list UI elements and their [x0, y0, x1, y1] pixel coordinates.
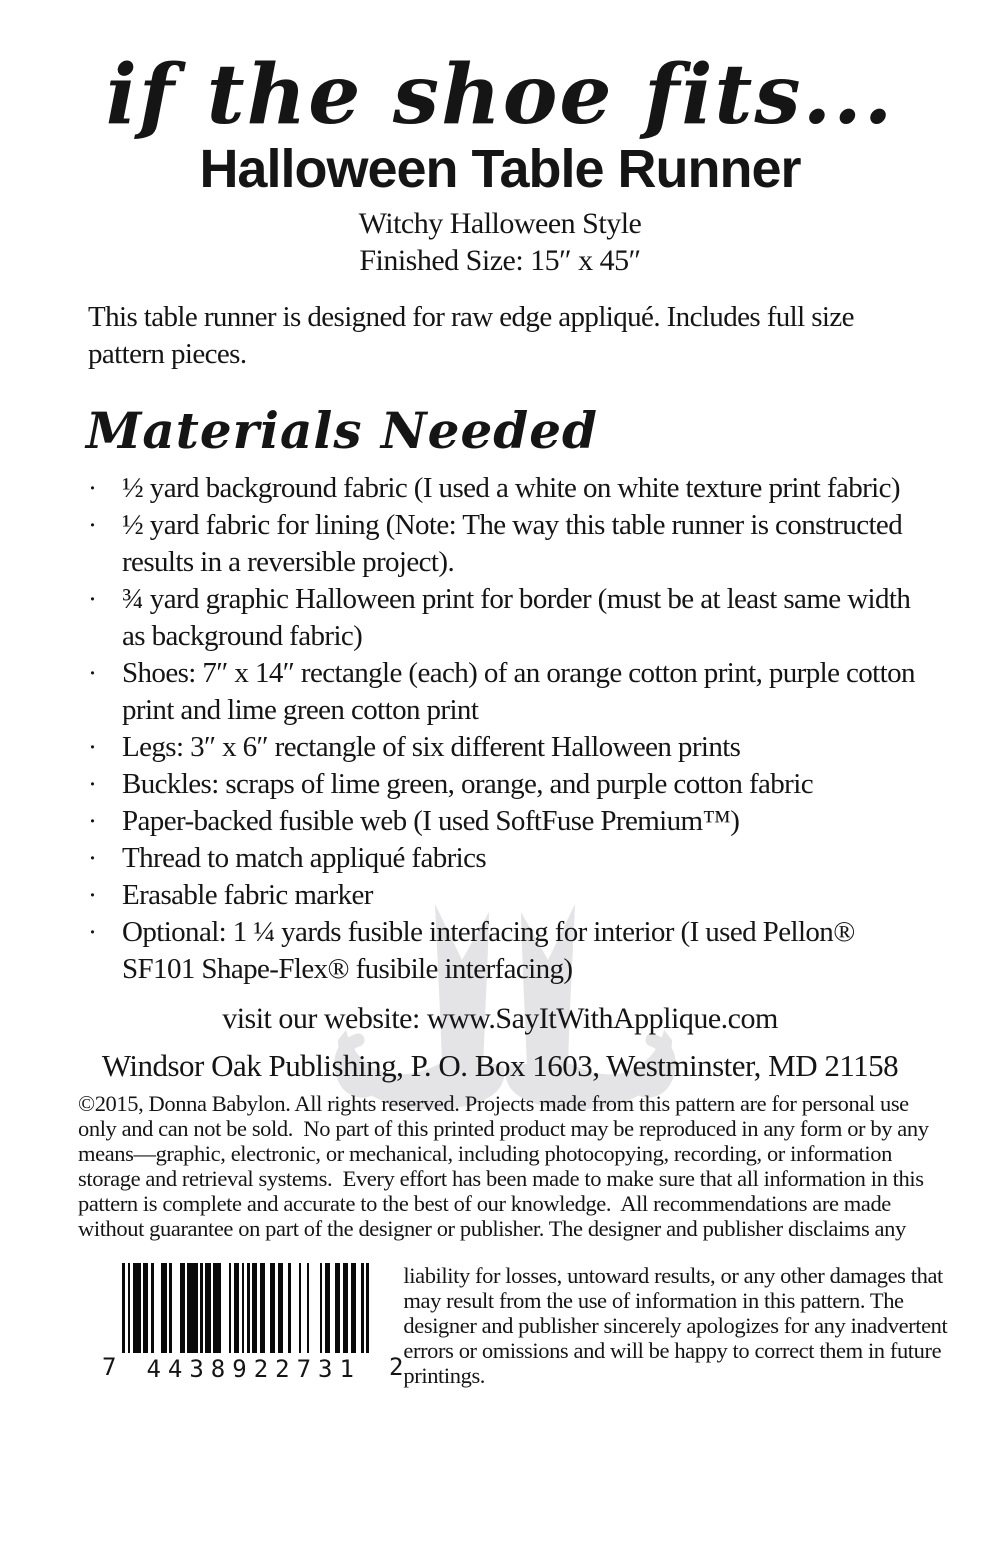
upc-barcode — [102, 1263, 404, 1384]
materials-heading: Materials Needed — [86, 401, 598, 461]
bullet-dot: · — [88, 472, 97, 503]
script-title: if the shoe fits... — [105, 47, 895, 143]
materials-item-text: ¾ yard graphic Halloween print for border (must be at least same width as background fabric) — [122, 582, 911, 652]
barcode-numbers — [122, 1353, 381, 1384]
materials-item-text: Shoes: 7″ x 14″ rectangle (each) of an orange cotton print, purple cotton print and lime green cotton print — [122, 656, 915, 726]
materials-item-text: Erasable fabric marker — [122, 878, 373, 911]
style-subtitle: Witchy Halloween Style — [358, 207, 642, 241]
finished-size-line: Finished Size: 15″ x 45″ — [359, 244, 641, 278]
materials-list-item — [88, 877, 922, 914]
materials-list — [0, 470, 1000, 988]
materials-item-text: Paper-backed fusible web (I used SoftFuse Premium™) — [122, 804, 740, 837]
materials-list-item — [88, 766, 922, 803]
barcode-digit-left: 7 — [102, 1353, 117, 1382]
barcode-digit-group1: 44389 — [146, 1355, 254, 1384]
materials-list-item — [88, 470, 922, 507]
barcode-digit-group2: 22731 — [253, 1355, 361, 1384]
materials-item-text: Legs: 3″ x 6″ rectangle of six different Halloween prints — [122, 730, 741, 763]
barcode-digit-right: 2 — [388, 1353, 404, 1382]
materials-list-item — [88, 914, 922, 988]
materials-item-text: ½ yard background fabric (I used a white on white texture print fabric) — [122, 471, 900, 504]
page-title: Halloween Table Runner — [199, 139, 801, 200]
bullet-dot: · — [88, 731, 97, 762]
bullet-dot: · — [88, 916, 97, 947]
materials-list-item — [88, 840, 922, 877]
bottom-row — [0, 1263, 1000, 1388]
intro-paragraph: This table runner is designed for raw edge appliqué. Includes full size pattern pieces. — [88, 301, 854, 371]
materials-list-item — [88, 803, 922, 840]
liability-paragraph: liability for losses, untoward results, or any other damages that may result from the use of information in this pattern. The designer and publisher sincerely apologizes for any inadvertent errors or omissions and will be happy to correct them in future printings. — [403, 1263, 948, 1389]
materials-item-text: Optional: 1 ¼ yards fusible interfacing for interior (I used Pellon® SF101 Shape-Flex® fusibile interfacing) — [122, 915, 855, 985]
publisher-line: Windsor Oak Publishing, P. O. Box 1603, Westminster, MD 21158 — [101, 1047, 899, 1083]
bullet-dot: · — [88, 657, 97, 688]
materials-item-text: Buckles: scraps of lime green, orange, and purple cotton fabric — [122, 767, 813, 800]
bullet-dot: · — [88, 509, 97, 540]
materials-item-text: Thread to match appliqué fabrics — [122, 841, 487, 874]
bullet-dot: · — [88, 842, 97, 873]
barcode-core — [122, 1263, 381, 1384]
bullet-dot: · — [88, 583, 97, 614]
website-line: visit our website: www.SayItWithApplique.com — [222, 1001, 778, 1035]
materials-list-item — [88, 729, 922, 766]
materials-list-item — [88, 507, 922, 581]
materials-item-text: ½ yard fabric for lining (Note: The way this table runner is constructed results in a reversible project). — [122, 508, 903, 578]
bullet-dot: · — [88, 879, 97, 910]
materials-list-item — [88, 655, 922, 729]
bullet-dot: · — [88, 805, 97, 836]
bullet-dot: · — [88, 768, 97, 799]
copyright-paragraph: ©2015, Donna Babylon. All rights reserved. Projects made from this pattern are for personal use only and can not be sold. No part of this printed product may be reproduced in any form or by any means—graphic, electronic, or mechanical, including photocopying, recording, or information storage and retrieval systems. Every effort has been made to make sure that all information in this pattern is complete and accurate to the best of our knowledge. All recommendations are made without guarantee on part of the designer or publisher. The designer and publisher disclaims any — [78, 1090, 934, 1241]
barcode-bars — [122, 1263, 381, 1353]
materials-list-item — [88, 581, 922, 655]
